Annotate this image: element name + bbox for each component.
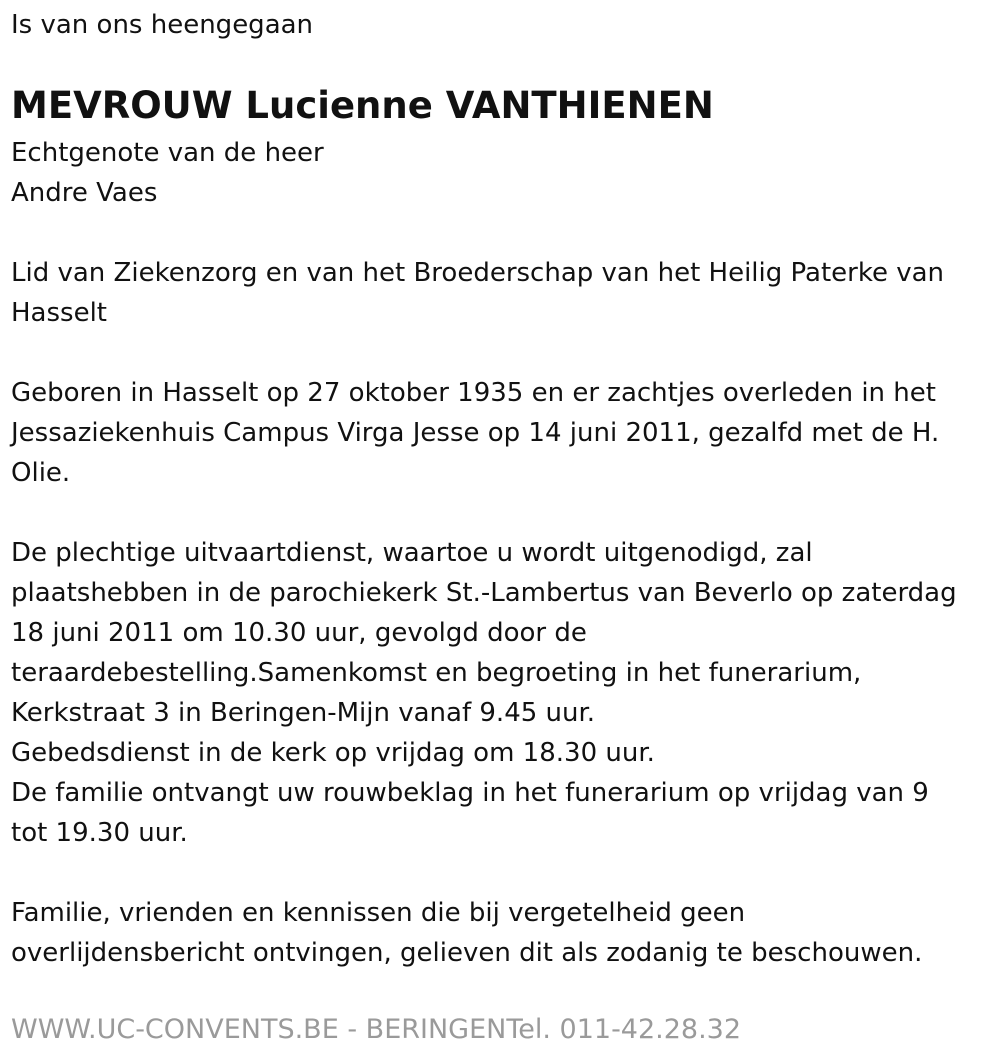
birth-death-line: Jessaziekenhuis Campus Virga Jesse op 14 juni 2011, gezalfd met de H. — [11, 418, 940, 448]
birth-death-paragraph — [11, 373, 939, 493]
membership-paragraph — [11, 253, 944, 333]
funeral-line: Gebedsdienst in de kerk op vrijdag om 18.30 uur. — [11, 738, 655, 768]
funeral-line: De plechtige uitvaartdienst, waartoe u wordt uitgenodigd, zal — [11, 538, 813, 568]
funeral-line: 18 juni 2011 om 10.30 uur, gevolgd door de — [11, 618, 587, 648]
intro-text: Is van ons heengegaan — [11, 10, 314, 40]
family-paragraph — [11, 893, 922, 973]
deceased-name: MEVROUW Lucienne VANTHIENEN — [11, 84, 714, 127]
funeral-line: teraardebestelling.Samenkomst en begroeting in het funerarium, — [11, 658, 862, 688]
funeral-line: De familie ontvangt uw rouwbeklag in het funerarium op vrijdag van 9 — [11, 778, 929, 808]
footer-contact: WWW.UC-CONVENTS.BE - BERINGENTel. 011-42.28.32 — [11, 1014, 742, 1045]
funeral-paragraph — [11, 533, 957, 853]
membership-line: Hasselt — [11, 298, 107, 328]
birth-death-line: Olie. — [11, 458, 71, 488]
funeral-line: tot 19.30 uur. — [11, 818, 188, 848]
spouse-paragraph — [11, 133, 324, 213]
funeral-line: plaatshebben in de parochiekerk St.-Lambertus van Beverlo op zaterdag — [11, 578, 957, 608]
spouse-line: Echtgenote van de heer — [11, 138, 324, 168]
family-line: overlijdensbericht ontvingen, gelieven dit als zodanig te beschouwen. — [11, 938, 923, 968]
funeral-line: Kerkstraat 3 in Beringen-Mijn vanaf 9.45 uur. — [11, 698, 596, 728]
family-line: Familie, vrienden en kennissen die bij vergetelheid geen — [11, 898, 746, 928]
membership-line: Lid van Ziekenzorg en van het Broederschap van het Heilig Paterke van — [11, 258, 945, 288]
birth-death-line: Geboren in Hasselt op 27 oktober 1935 en er zachtjes overleden in het — [11, 378, 936, 408]
spouse-line: Andre Vaes — [11, 178, 158, 208]
